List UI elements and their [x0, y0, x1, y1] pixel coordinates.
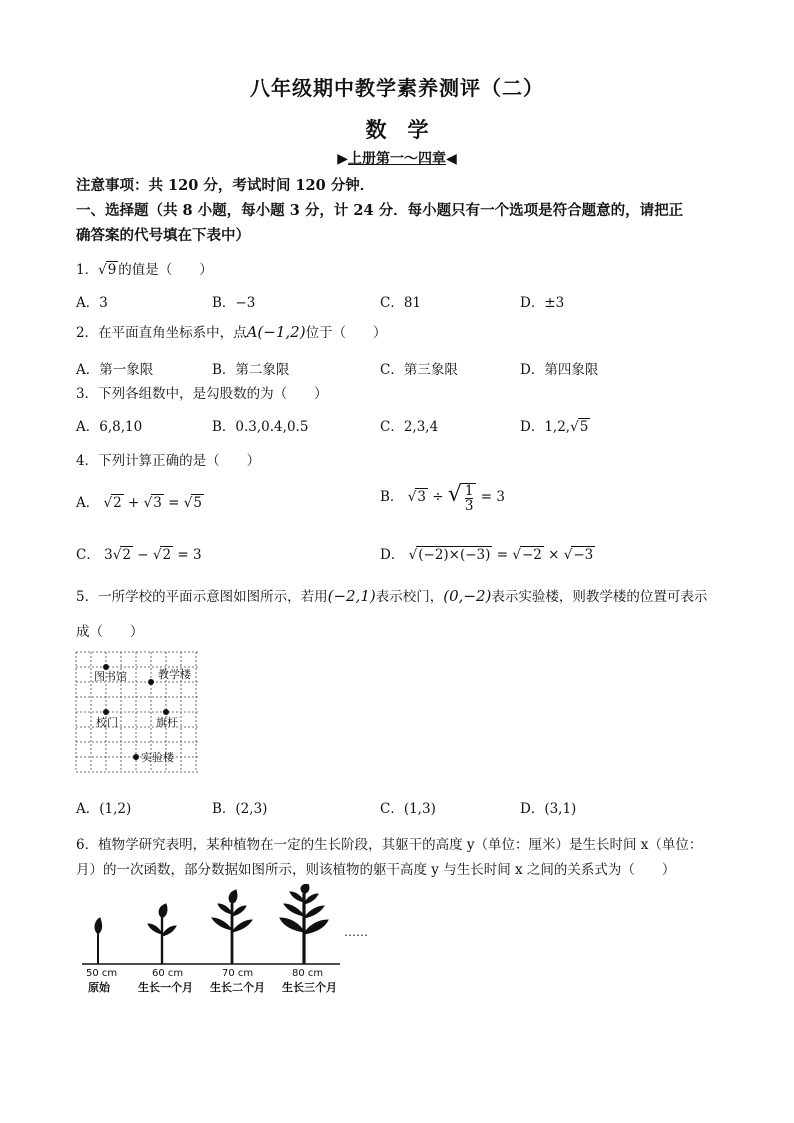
- section1-line1: 一、选择题（共 8 小题，每小题 3 分，计 24 分．每小题只有一个选项是符合题意的，请把正: [76, 202, 684, 219]
- q2-point: A(−1,2): [246, 323, 306, 341]
- q4-c-label: C．: [76, 547, 100, 563]
- height-label-1: 60 cm: [152, 968, 184, 979]
- q5-point-lab: (0,−2): [443, 587, 492, 605]
- subject-title: 数 学: [365, 117, 429, 142]
- q5-option-d: D．(3,1): [520, 801, 577, 817]
- q5-line1: [76, 585, 707, 605]
- q5-line2: 成（ ）: [76, 624, 144, 640]
- q4-option-a: A． √2 + √3 = √5: [76, 495, 202, 511]
- q3-option-c: C．2,3,4: [380, 419, 439, 435]
- notice: 注意事项：共 120 分，考试时间 120 分钟．: [76, 177, 375, 194]
- q3-option-d: D．1,2,√5: [520, 419, 589, 435]
- plant-three-months-icon: [280, 884, 328, 964]
- lab-building-dot: [133, 754, 139, 760]
- q3-stem: 3．下列各组数中，是勾股数的为（ ）: [76, 386, 328, 402]
- stage-label-2: 生长二个月: [210, 981, 265, 994]
- q4-d-label: D．: [380, 547, 405, 563]
- map-label-teaching: 教学楼: [158, 668, 191, 681]
- q1-option-a: A．3: [76, 295, 108, 311]
- map-label-lab: 实验楼: [141, 751, 174, 764]
- q4-option-b: B． √3 ÷ √ $\frac{1}{3}$ = 3: [380, 482, 505, 514]
- height-label-0: 50 cm: [86, 968, 118, 979]
- gate-dot: [103, 709, 109, 715]
- q5-line1-pre: 5．一所学校的平面示意图如图所示，若用: [76, 589, 328, 605]
- map-label-library: 图书馆: [94, 670, 127, 683]
- q4-option-c: C． 3√2 − √2 = 3: [76, 547, 202, 563]
- q4-option-d: D． √(−2)×(−3) = √−2 × √−3: [380, 547, 594, 563]
- q6-line2: 月）的一次函数，部分数据如图所示，则该植物的躯干高度 y 与生长时间 x 之间的关系式为（ ）: [76, 862, 676, 878]
- page-title: 八年级期中教学素养测评（二）: [250, 76, 544, 100]
- q1-option-d: D．±3: [520, 295, 565, 311]
- q4-stem: 4．下列计算正确的是（ ）: [76, 453, 261, 469]
- q2-stem-pre: 2．在平面直角坐标系中，点: [76, 325, 247, 341]
- plant-one-month-icon: [148, 904, 176, 964]
- height-label-3: 80 cm: [292, 968, 324, 979]
- scope-text: 上册第一～四章: [348, 151, 446, 167]
- q1-option-c: C．81: [380, 295, 422, 311]
- q5-point-gate: (−2,1): [327, 587, 376, 605]
- q2-stem-post: 位于（ ）: [305, 325, 387, 341]
- q2-option-c: C．第三象限: [380, 362, 458, 378]
- q2-option-b: B．第二象限: [212, 362, 290, 378]
- q1-radicand: 9: [107, 262, 117, 278]
- ellipsis: ……: [344, 925, 368, 939]
- teaching-building-dot: [148, 679, 154, 685]
- q3-option-d-radicand: 5: [579, 419, 589, 435]
- school-map: [74, 650, 202, 774]
- q6-line1: 6．植物学研究表明，某种植物在一定的生长阶段，其躯干的高度 y（单位：厘米）是生长时间 x（单位：: [76, 837, 703, 853]
- q5-option-b: B．(2,3): [212, 801, 268, 817]
- q4-a-label: A．: [76, 495, 100, 511]
- q1-num: 1．: [76, 262, 99, 278]
- scope-line: ▶上册第一～四章◀: [337, 151, 457, 167]
- plant-growth-figure: [78, 884, 378, 1002]
- q5-option-c: C．(1,3): [380, 801, 436, 817]
- stage-label-0: 原始: [88, 981, 110, 994]
- q3-option-d-text: D．1,2,: [520, 419, 571, 435]
- map-label-gate: 校门: [96, 716, 118, 729]
- q2-stem: [76, 321, 387, 341]
- stage-label-1: 生长一个月: [138, 981, 193, 994]
- q2-option-d: D．第四象限: [520, 362, 599, 378]
- q4-b-label: B．: [380, 488, 404, 505]
- q3-option-b: B．0.3,0.4,0.5: [212, 419, 309, 435]
- q1-stem-text: 的值是（ ）: [118, 262, 213, 278]
- q2-option-a: A．第一象限: [76, 362, 154, 378]
- map-label-flagpole: 旗杆: [156, 716, 178, 729]
- section1-line2: 确答案的代号填在下表中）: [76, 227, 250, 244]
- stage-label-3: 生长三个月: [282, 981, 337, 994]
- plant-two-months-icon: [212, 890, 252, 964]
- q5-line1-mid: 表示校门，: [375, 589, 444, 605]
- q5-option-a: A．(1,2): [76, 801, 132, 817]
- q3-option-a: A．6,8,10: [76, 419, 143, 435]
- q1-stem: 1．√9 的值是（ ）: [76, 262, 213, 278]
- q1-option-b: B．−3: [212, 295, 256, 311]
- q5-line1-post: 表示实验楼，则教学楼的位置可表示: [491, 589, 708, 605]
- height-label-2: 70 cm: [222, 968, 254, 979]
- flagpole-dot: [163, 709, 169, 715]
- plant-original-icon: [95, 918, 102, 964]
